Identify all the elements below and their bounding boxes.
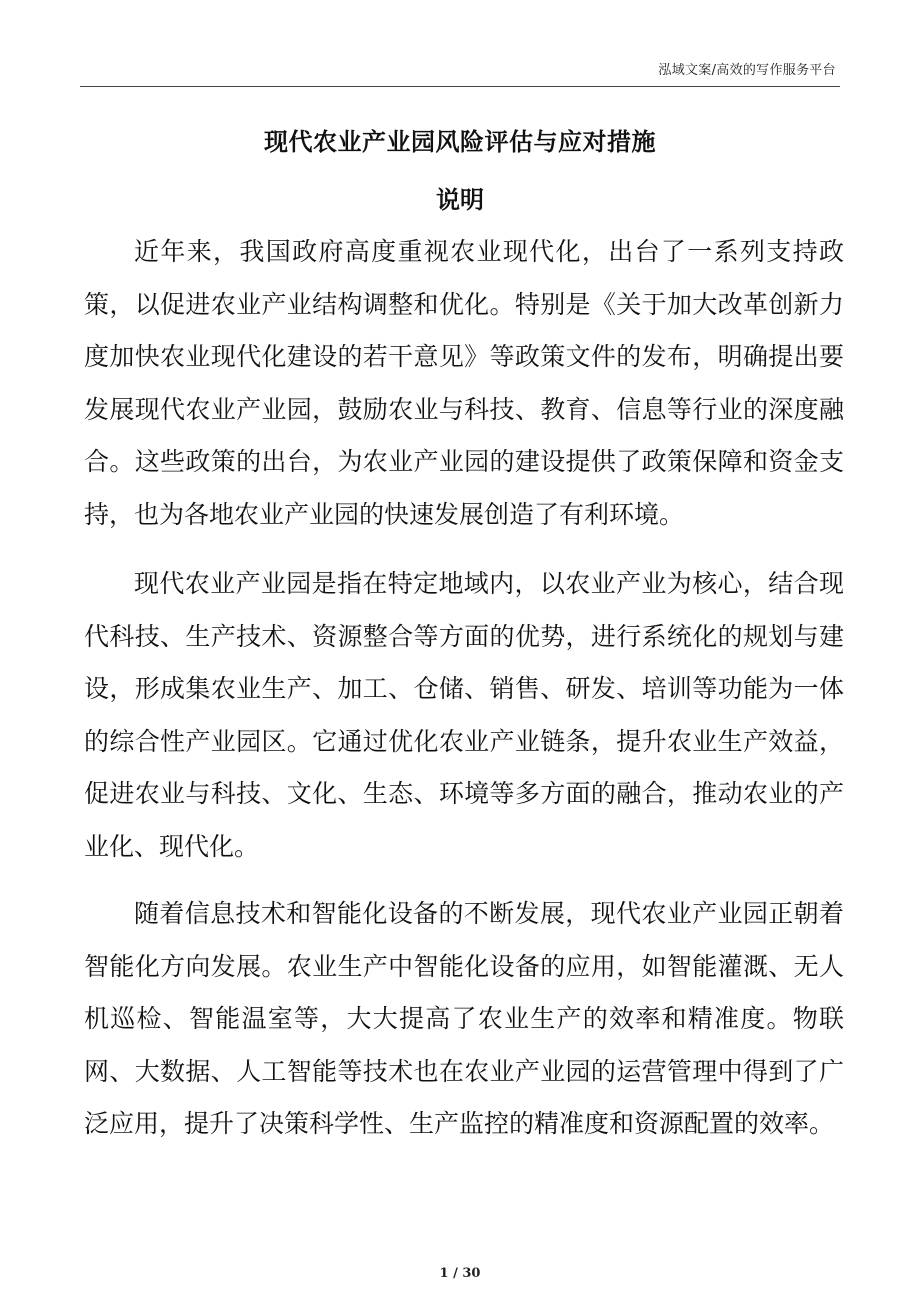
document-title: 现代农业产业园风险评估与应对措施 bbox=[264, 128, 656, 156]
page-number: 1 / 30 bbox=[439, 1266, 481, 1281]
header-divider bbox=[80, 86, 840, 87]
body-paragraph: 近年来，我国政府高度重视农业现代化，出台了一系列支持政策，以促进农业产业结构调整和优化。特别是《关于加大改革创新力度加快农业现代化建设的若干意见》等政策文件的发布，明确提出要发展现代农业产业园，鼓励农业与科技、教育、信息等行业的深度融合。这些政策的出台，为农业产业园的建设提供了政策保障和资金支持，也为各地农业产业园的快速发展创造了有利环境。 bbox=[84, 237, 844, 529]
header-brand: 泓域文案/高效的写作服务平台 bbox=[658, 63, 836, 78]
body-paragraph: 现代农业产业园是指在特定地域内，以农业产业为核心，结合现代科技、生产技术、资源整合等方面的优势，进行系统化的规划与建设，形成集农业生产、加工、仓储、销售、研发、培训等功能为一体的综合性产业园区。它通过优化农业产业链条，提升农业生产效益，促进农业与科技、文化、生态、环境等多方面的融合，推动农业的产业化、现代化。 bbox=[84, 569, 844, 861]
section-heading: 说明 bbox=[436, 186, 484, 214]
body-paragraph: 随着信息技术和智能化设备的不断发展，现代农业产业园正朝着智能化方向发展。农业生产中智能化设备的应用，如智能灌溉、无人机巡检、智能温室等，大大提高了农业生产的效率和精准度。物联网、大数据、人工智能等技术也在农业产业园的运营管理中得到了广泛应用，提升了决策科学性、生产监控的精准度和资源配置的效率。 bbox=[84, 899, 844, 1138]
